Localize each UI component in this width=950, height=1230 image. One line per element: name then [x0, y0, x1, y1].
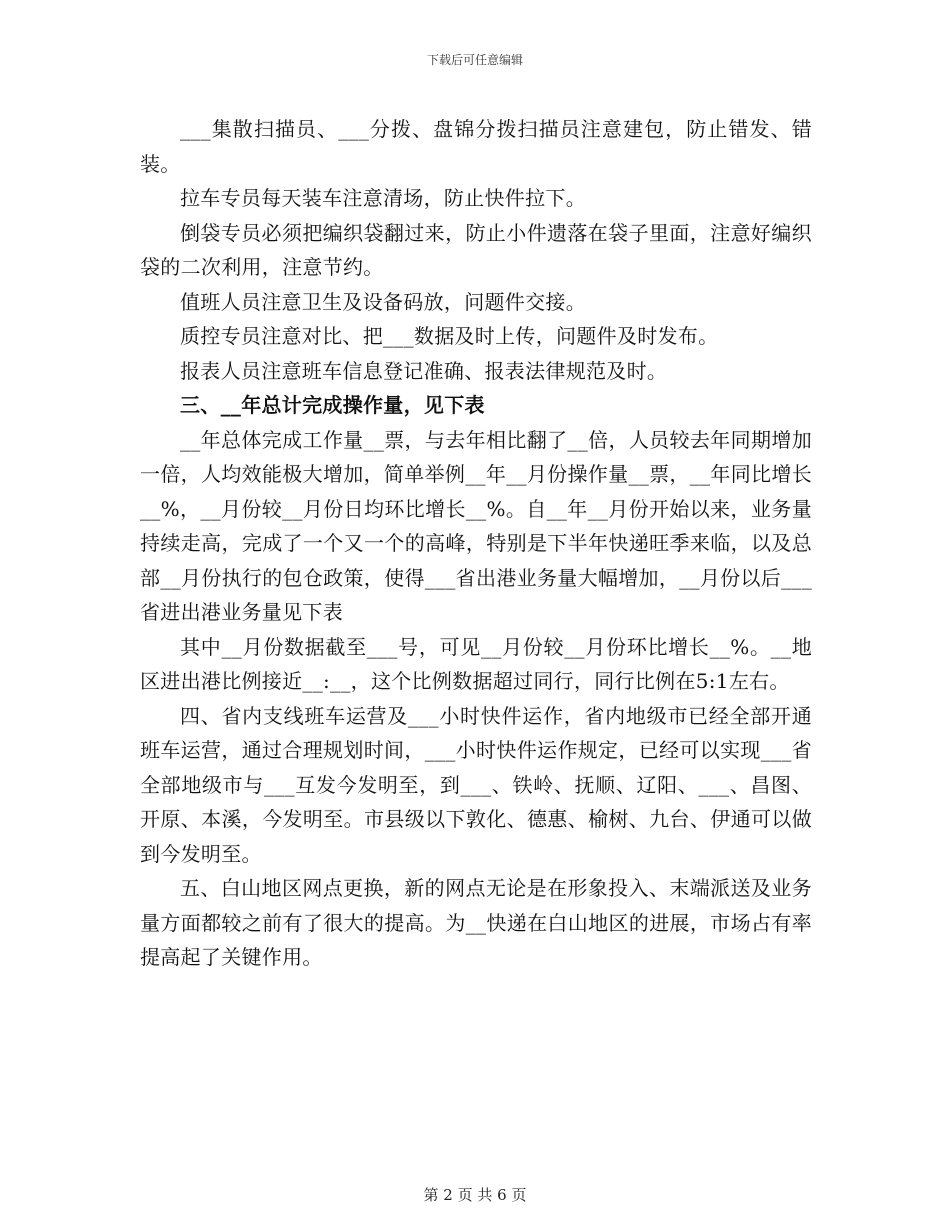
paragraph-annual-volume: __年总体完成工作量__票，与去年相比翻了__倍，人员较去年同期增加一倍，人均效能极大增加，简单举例__年__月份操作量__票，__年同比增长__%，__月份较__月份日均环比增长__%。自__年__月份开始以来，业务量持续走高，完成了一个又一个的高峰，特别是下半年快递旺季来临，以及总部__月份执行的包仓政策，使得___省出港业务量大幅增加，__月份以后___省进出港业务量见下表	[140, 427, 812, 624]
paragraph-bag-handling: 倒袋专员必须把编织袋翻过来，防止小件遗落在袋子里面，注意好编织袋的二次利用，注意节约。	[140, 220, 812, 279]
document-body	[140, 112, 812, 975]
paragraph-report-staff: 报表人员注意班车信息登记准确、报表法律规范及时。	[180, 358, 668, 383]
paragraph-baishan-outlet: 五、白山地区网点更换，新的网点无论是在形象投入、末端派送及业务量方面都较之前有了很大的提高。为__快递在白山地区的进展，市场占有率提高起了关键作用。	[140, 876, 812, 969]
section-heading-three: 三、__年总计完成操作量，见下表	[180, 393, 485, 417]
paragraph-scanner-packing: ___集散扫描员、___分拨、盘锦分拨扫描员注意建包，防止错发、错装。	[140, 117, 812, 176]
paragraph-monthly-ratio: 其中__月份数据截至___号，可见__月份较__月份环比增长__%。__地区进出港比例接近__:__，这个比例数据超过同行，同行比例在5:1左右。	[140, 634, 812, 693]
paragraph-duty-staff: 值班人员注意卫生及设备码放，问题件交接。	[180, 289, 586, 314]
page-header: 下载后可任意编辑	[426, 53, 523, 67]
page-footer: 第 2 页 共 6 页	[423, 1186, 527, 1204]
paragraph-branch-line: 四、省内支线班车运营及___小时快件运作，省内地级市已经全部开通班车运营，通过合理规划时间，___小时快件运作规定，已经可以实现___省全部地级市与___互发今发明至，到___、铁岭、抚顺、辽阳、___、昌图、开原、本溪，今发明至。市县级以下敦化、德惠、榆树、九台、伊通可以做到今发明至。	[140, 703, 812, 866]
paragraph-truck-loading: 拉车专员每天装车注意清场，防止快件拉下。	[180, 186, 586, 210]
paragraph-quality-control: 质控专员注意对比、把___数据及时上传，问题件及时发布。	[180, 324, 719, 348]
